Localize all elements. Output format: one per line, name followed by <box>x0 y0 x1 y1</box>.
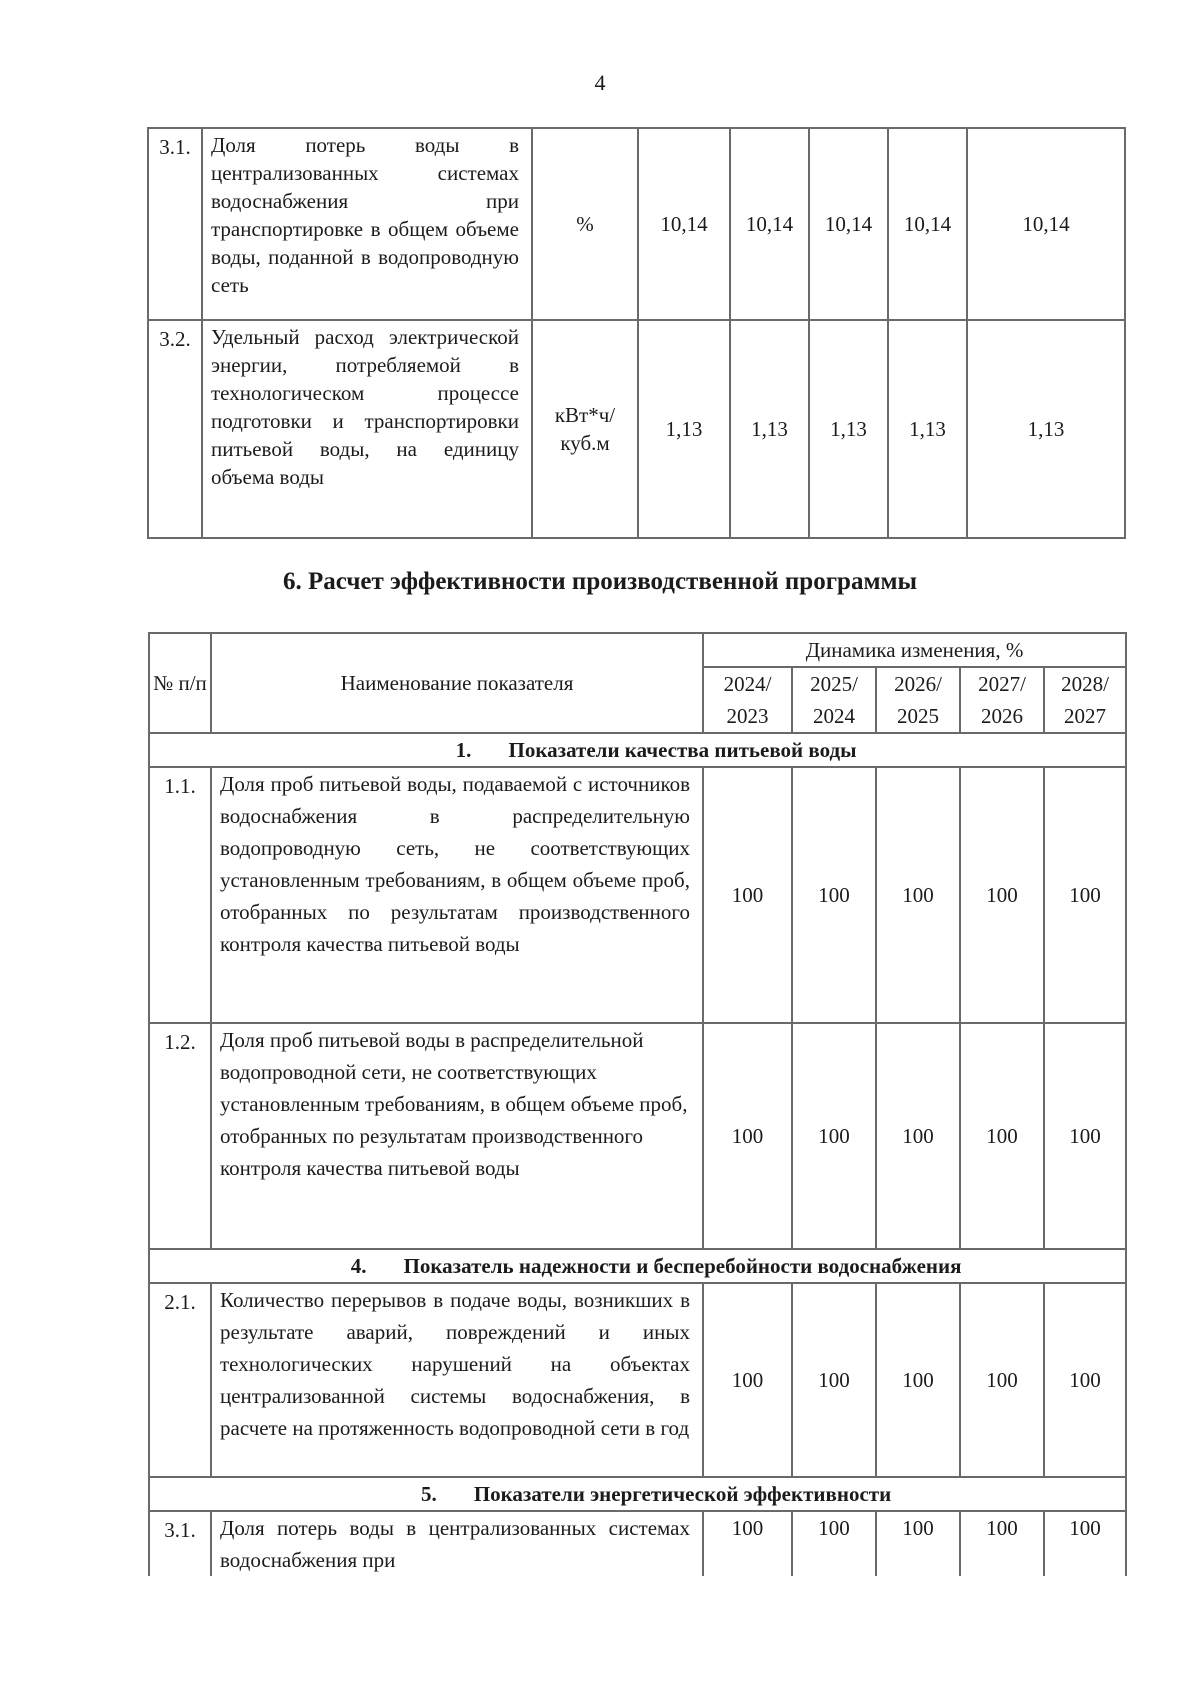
section-number: 5. <box>420 1482 437 1506</box>
header-year: 2027/ 2026 <box>960 667 1044 733</box>
value-cell: 10,14 <box>967 128 1125 320</box>
value-cell: 1,13 <box>888 320 967 538</box>
value-cell: 100 <box>703 1511 792 1576</box>
row-number: 3.1. <box>149 1511 211 1576</box>
value-cell: 100 <box>703 1283 792 1477</box>
value-cell: 100 <box>1044 1283 1126 1477</box>
unit: кВт*ч/ куб.м <box>532 320 638 538</box>
row-number: 3.1. <box>148 128 202 320</box>
row-number: 2.1. <box>149 1283 211 1477</box>
section-heading <box>149 1249 1126 1283</box>
indicators-table-continued <box>147 127 1126 539</box>
section-number: 1. <box>455 738 472 762</box>
value-cell: 100 <box>876 1283 960 1477</box>
section-number: 4. <box>350 1254 367 1278</box>
section-label: Показатели качества питьевой воды <box>508 738 857 762</box>
section-label: Показатель надежности и бесперебойности водоснабжения <box>403 1254 962 1278</box>
row-number: 3.2. <box>148 320 202 538</box>
section-heading <box>149 1477 1126 1511</box>
value-cell: 10,14 <box>888 128 967 320</box>
value-cell: 1,13 <box>809 320 888 538</box>
unit: % <box>532 128 638 320</box>
header-year: 2024/ 2023 <box>703 667 792 733</box>
value-cell: 100 <box>792 1283 876 1477</box>
value-cell: 100 <box>792 767 876 1023</box>
value-cell: 100 <box>960 1023 1044 1249</box>
value-cell: 100 <box>876 1023 960 1249</box>
value-cell: 100 <box>1044 767 1126 1023</box>
value-cell: 100 <box>960 767 1044 1023</box>
value-cell: 10,14 <box>730 128 809 320</box>
indicator-name: Удельный расход электрической энергии, потребляемой в технологическом процессе подготовки и транспортировки питьевой воды, на единицу объема воды <box>202 320 532 538</box>
value-cell: 100 <box>1044 1023 1126 1249</box>
value-cell: 1,13 <box>730 320 809 538</box>
value-cell: 100 <box>792 1511 876 1576</box>
header-row <box>149 633 1126 667</box>
section-row <box>149 1249 1126 1283</box>
row-number: 1.1. <box>149 767 211 1023</box>
indicator-name: Количество перерывов в подаче воды, возникших в результате аварий, повреждений и иных технологических нарушений на объектах централизованной системы водоснабжения, в расчете на протяженность водопроводной сети в год <box>211 1283 703 1477</box>
value-cell: 100 <box>1044 1511 1126 1576</box>
header-dynamics: Динамика изменения, % <box>703 633 1126 667</box>
header-year: 2025/ 2024 <box>792 667 876 733</box>
section-label: Показатели энергетической эффективности <box>473 1482 892 1506</box>
table-row <box>148 320 1125 538</box>
value-cell: 100 <box>703 1023 792 1249</box>
value-cell: 100 <box>960 1283 1044 1477</box>
indicator-name: Доля проб питьевой воды, подаваемой с источников водоснабжения в распределительную водопроводную сеть, не соответствующих установленным требованиям, в общем объеме проб, отобранных по результатам производственного контроля качества питьевой воды <box>211 767 703 1023</box>
indicator-name: Доля потерь воды в централизованных системах водоснабжения при <box>211 1511 703 1576</box>
table-row <box>149 1023 1126 1249</box>
indicator-name: Доля проб питьевой воды в распределительной водопроводной сети, не соответствующих установленным требованиям, в общем объеме проб, отобранных по результатам производственного контроля качества питьевой воды <box>211 1023 703 1249</box>
row-number: 1.2. <box>149 1023 211 1249</box>
value-cell: 10,14 <box>638 128 730 320</box>
section-title: 6. Расчет эффективности производственной программы <box>282 568 918 595</box>
table-row <box>149 1511 1126 1576</box>
efficiency-table <box>148 632 1127 1576</box>
page-number: 4 <box>594 70 606 95</box>
header-year: 2028/ 2027 <box>1044 667 1126 733</box>
value-cell: 100 <box>876 1511 960 1576</box>
value-cell: 10,14 <box>809 128 888 320</box>
value-cell: 1,13 <box>638 320 730 538</box>
table-row <box>149 767 1126 1023</box>
table-row <box>149 1283 1126 1477</box>
value-cell: 1,13 <box>967 320 1125 538</box>
header-year: 2026/ 2025 <box>876 667 960 733</box>
section-row <box>149 733 1126 767</box>
table-row <box>148 128 1125 320</box>
section-row <box>149 1477 1126 1511</box>
value-cell: 100 <box>960 1511 1044 1576</box>
value-cell: 100 <box>703 767 792 1023</box>
value-cell: 100 <box>792 1023 876 1249</box>
header-indicator-name: Наименование показателя <box>211 633 703 733</box>
header-number: № п/п <box>149 633 211 733</box>
section-heading <box>149 733 1126 767</box>
indicator-name: Доля потерь воды в централизованных системах водоснабжения при транспортировке в общем объеме воды, поданной в водопроводную сеть <box>202 128 532 320</box>
value-cell: 100 <box>876 767 960 1023</box>
